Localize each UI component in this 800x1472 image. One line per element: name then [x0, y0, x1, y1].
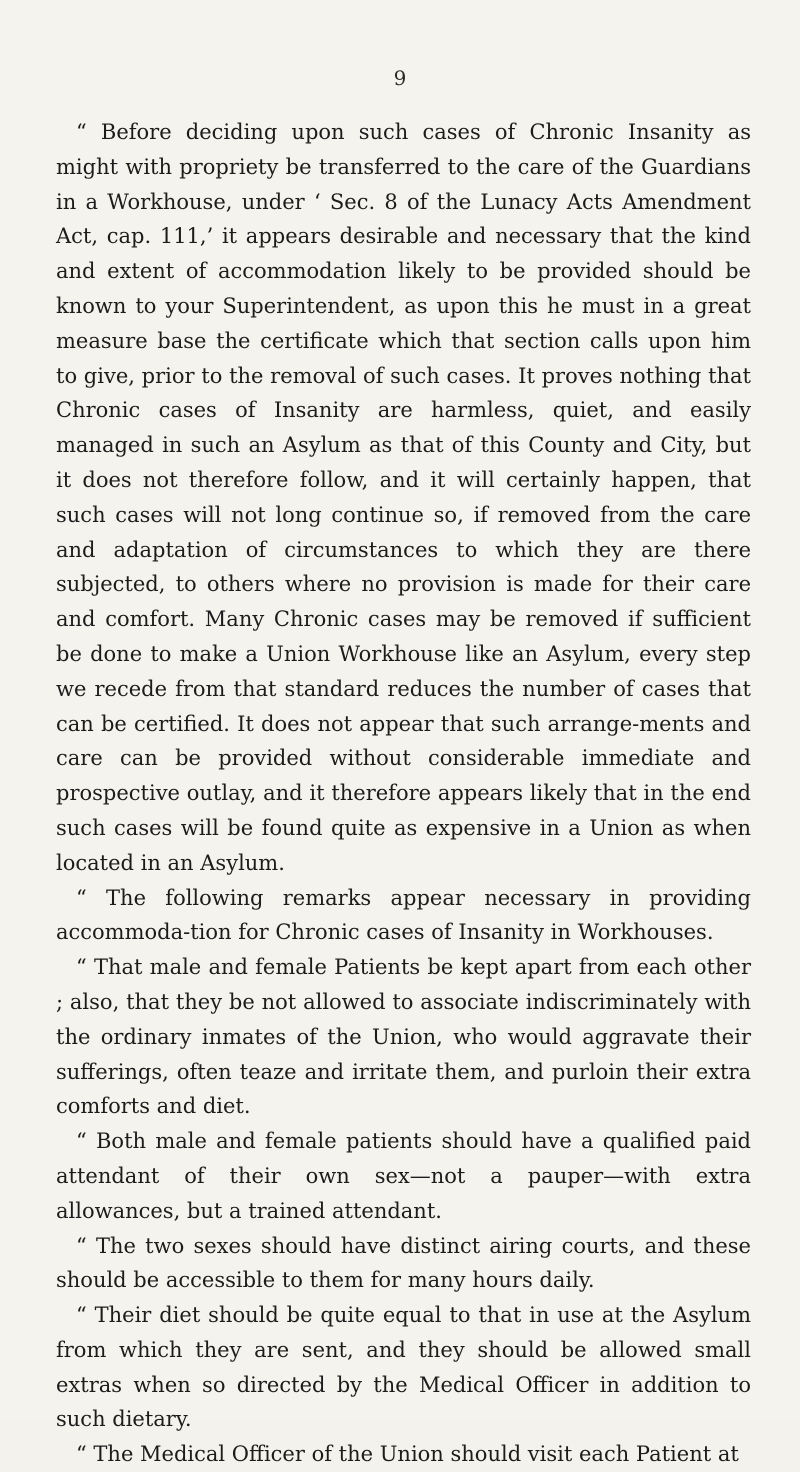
paragraph-3: “ That male and female Patients be kept apart from each other ; also, that they be not allowed to associate indiscriminately with the ordinary inmates of the Union, who would aggravate their sufferings, often teaze and irritate them, and purloin their extra comforts and diet.	[56, 955, 751, 1119]
paragraph-5: “ The two sexes should have distinct airing courts, and these should be accessible to them for many hours daily.	[56, 1233, 751, 1293]
body-text	[56, 115, 751, 1472]
paragraph-4: “ Both male and female patients should have a qualified paid attendant of their own sex—not a pauper—with extra allowances, but a trained attendant.	[56, 1129, 751, 1223]
paragraph-2: “ The following remarks appear necessary in providing accommoda-tion for Chronic cases of Insanity in Workhouses.	[56, 885, 751, 945]
paragraph-6: “ Their diet should be quite equal to that in use at the Asylum from which they are sent, and they should be allowed small extras when so directed by the Medical Officer in addition to such dietary.	[56, 1303, 751, 1432]
paragraph-7: “ The Medical Officer of the Union should visit each Patient at	[76, 1442, 739, 1467]
paragraph-1: “ Before deciding upon such cases of Chronic Insanity as might with propriety be transferred to the care of the Guardians in a Workhouse, under ‘ Sec. 8 of the Lunacy Acts Amendment Act, cap. 111,’ it appears desirable and necessary that the kind and extent of accommodation likely to be provided should be known to your Superintendent, as upon this he must in a great measure base the certificate which that section calls upon him to give, prior to the removal of such cases. It proves nothing that Chronic cases of Insanity are harmless, quiet, and easily managed in such an Asylum as that of this County and City, but it does not therefore follow, and it will certainly happen, that such cases will not long continue so, if removed from the care and adaptation of circumstances to which they are there subjected, to others where no provision is made for their care and comfort. Many Chronic cases may be removed if sufficient be done to make a Union Workhouse like an Asylum, every step we recede from that standard reduces the number of cases that can be certified. It does not appear that such arrange-ments and care can be provided without considerable immediate and prospective outlay, and it therefore appears likely that in the end such cases will be found quite as expensive in a Union as when located in an Asylum.	[56, 120, 751, 875]
page-number: 9	[393, 66, 407, 90]
